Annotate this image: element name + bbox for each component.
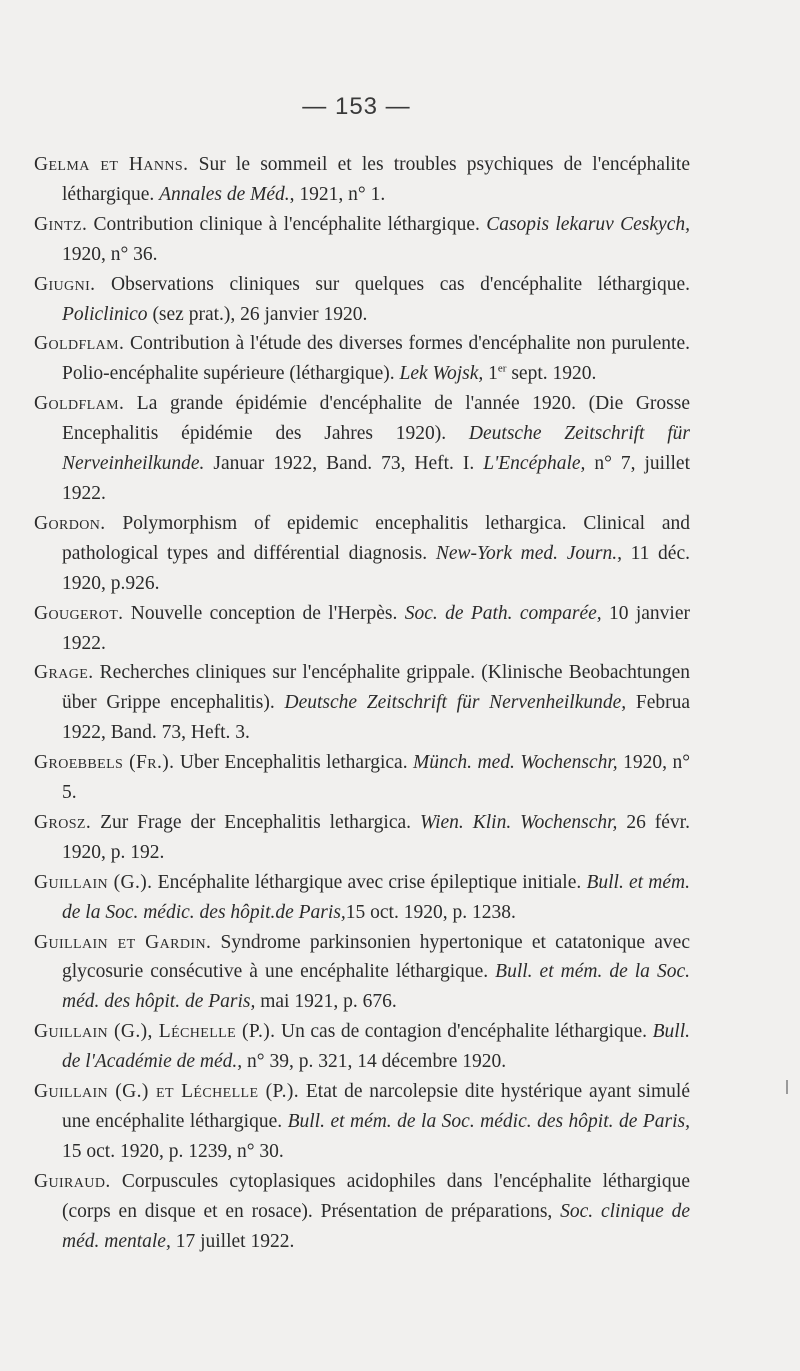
entry-title: Zur Frage der Encephalitis lethargica.	[91, 811, 420, 833]
entry-author: Gordon.	[34, 512, 106, 534]
entry-author: Grage.	[34, 662, 94, 684]
entry-title: Polymorphism of epidemic encephalitis lethargica. Clinical and pathological types and différential diagnosis.	[62, 512, 690, 564]
entry-journal: Soc. de Path. comparée,	[404, 602, 602, 624]
entry-journal: Wien. Klin. Wochenschr,	[419, 811, 618, 833]
bibliography-entry	[34, 389, 690, 509]
entry-author: Guillain (G.) et Léchelle (P.).	[34, 1081, 300, 1103]
entry-details: 10 janvier 1922.	[62, 602, 691, 654]
entry-title: Encéphalite léthargique avec crise épileptique initiale.	[152, 871, 587, 893]
entry-journal: New-York med. Journ.,	[435, 542, 622, 564]
entry-title: Uber Encephalitis lethargica.	[174, 752, 414, 774]
entry-details: 11 déc. 1920, p.926.	[62, 542, 690, 594]
bibliography-entry	[34, 748, 690, 808]
bibliography-entry	[34, 329, 690, 389]
bibliography-entry	[34, 928, 690, 1018]
entry-author: Goldflam.	[34, 393, 125, 415]
margin-mark	[786, 1080, 788, 1094]
entry-title: Corpuscules cytoplasiques acidophiles dans l'encéphalite léthargique (corps en disque et en rosace). Présentation de préparations,	[62, 1170, 690, 1222]
entry-details: 15 oct. 1920, p. 1239, n° 30.	[62, 1140, 284, 1162]
bibliography-entry	[34, 150, 690, 210]
entry-details-secondary: n° 7, juillet 1922.	[62, 453, 691, 504]
entry-author: Guiraud.	[34, 1170, 111, 1192]
bibliography-entry	[34, 509, 690, 599]
entry-title: Etat de narcolepsie dite hystérique ayant simulé une encéphalite léthargique.	[62, 1081, 690, 1132]
bibliography-entry	[34, 1017, 690, 1077]
entry-details: 26 févr. 1920, p. 192.	[62, 811, 690, 863]
entry-title: Observations cliniques sur quelques cas d'encéphalite léthargique.	[95, 273, 690, 295]
entry-title: Syndrome parkinsonien hypertonique et catatonique avec glycosurie consécutive à une encéphalite léthargique.	[62, 931, 690, 983]
bibliography-entry	[34, 658, 690, 748]
entry-details: 17 juillet 1922.	[170, 1230, 295, 1252]
entry-author: Grosz.	[34, 811, 92, 833]
entry-details: (sez prat.), 26 janvier 1920.	[147, 303, 368, 325]
entry-journal: Casopis lekaruv Ceskych,	[486, 213, 690, 235]
entry-details: Januar 1922, Band. 73, Heft. I.	[204, 453, 484, 475]
entry-details: Februa 1922, Band. 73, Heft. 3.	[62, 692, 691, 744]
entry-journal: Bull. et mém. de la Soc. méd. des hôpit. de Paris,	[62, 961, 690, 1013]
bibliography-list	[34, 150, 690, 1257]
entry-details: 15 oct. 1920, p. 1238.	[345, 901, 516, 923]
entry-details: mai 1921, p. 676.	[255, 991, 397, 1013]
entry-title: Recherches cliniques sur l'encéphalite grippale. (Klinische Beobachtungen über Grippe encephalitis).	[62, 662, 690, 714]
bibliography-entry	[34, 1167, 690, 1257]
entry-details: sept. 1920.	[506, 363, 597, 385]
entry-journal: Deutsche Zeitschrift für Nervenheilkunde,	[284, 692, 627, 714]
entry-journal: Münch. med. Wochenschr,	[413, 752, 618, 774]
ordinal-superscript: er	[497, 362, 507, 375]
entry-journal: Bull. de l'Académie de méd.,	[62, 1021, 690, 1073]
bibliography-entry	[34, 270, 690, 330]
entry-title: Contribution clinique à l'encéphalite léthargique.	[87, 213, 487, 235]
entry-journal: Soc. clinique de méd. mentale,	[62, 1200, 690, 1252]
entry-details: n° 39, p. 321, 14 décembre 1920.	[242, 1051, 507, 1073]
entry-details: 1920, n° 36.	[62, 243, 158, 265]
entry-author: Guillain et Gardin.	[34, 931, 212, 953]
entry-title: Un cas de contagion d'encéphalite léthargique.	[275, 1021, 653, 1043]
entry-author: Guillain (G.).	[34, 871, 153, 893]
entry-title: Contribution à l'étude des diverses formes d'encéphalite non purulente. Polio-encéphalite supérieure (léthargique).	[62, 333, 690, 385]
entry-journal: Bull. et mém. de la Soc. médic. des hôpit. de Paris,	[287, 1111, 690, 1132]
entry-details-prefix: 1	[483, 363, 498, 385]
entry-details: , 1921, n° 1.	[289, 183, 386, 205]
entry-title: Nouvelle conception de l'Herpès.	[123, 602, 405, 624]
entry-journal: Annales de Méd.	[159, 183, 290, 205]
bibliography-entry	[34, 1077, 690, 1167]
entry-author: Goldflam.	[34, 333, 125, 355]
bibliography-entry	[34, 868, 690, 928]
entry-author: Groebbels (Fr.).	[34, 752, 175, 774]
entry-journal: Policlinico	[62, 303, 148, 325]
entry-title: La grande épidémie d'encéphalite de l'année 1920. (Die Grosse Encephalitis épidémie des Jahres 1920).	[62, 393, 690, 445]
entry-journal-secondary: L'Encéphale,	[483, 453, 586, 475]
entry-author: Gelma et Hanns.	[34, 154, 189, 175]
entry-author: Gougerot.	[34, 602, 124, 624]
entry-author: Giugni.	[34, 273, 96, 295]
page-number: — 153 —	[302, 93, 411, 120]
entry-author: Guillain (G.), Léchelle (P.).	[34, 1021, 276, 1043]
entry-journal: Lek Wojsk,	[399, 363, 484, 385]
entry-details: 1920, n° 5.	[62, 752, 690, 804]
entry-author: Gintz.	[34, 213, 88, 235]
bibliography-entry	[34, 808, 690, 868]
bibliography-entry	[34, 210, 690, 270]
entry-journal: Deutsche Zeitschrift für Nerveinheilkunde.	[62, 423, 690, 475]
bibliography-entry	[34, 599, 690, 659]
entry-title: Sur le sommeil et les troubles psychiques de l'encéphalite léthargique.	[62, 154, 690, 205]
entry-journal: Bull. et mém. de la Soc. médic. des hôpit.de Paris,	[62, 871, 690, 923]
